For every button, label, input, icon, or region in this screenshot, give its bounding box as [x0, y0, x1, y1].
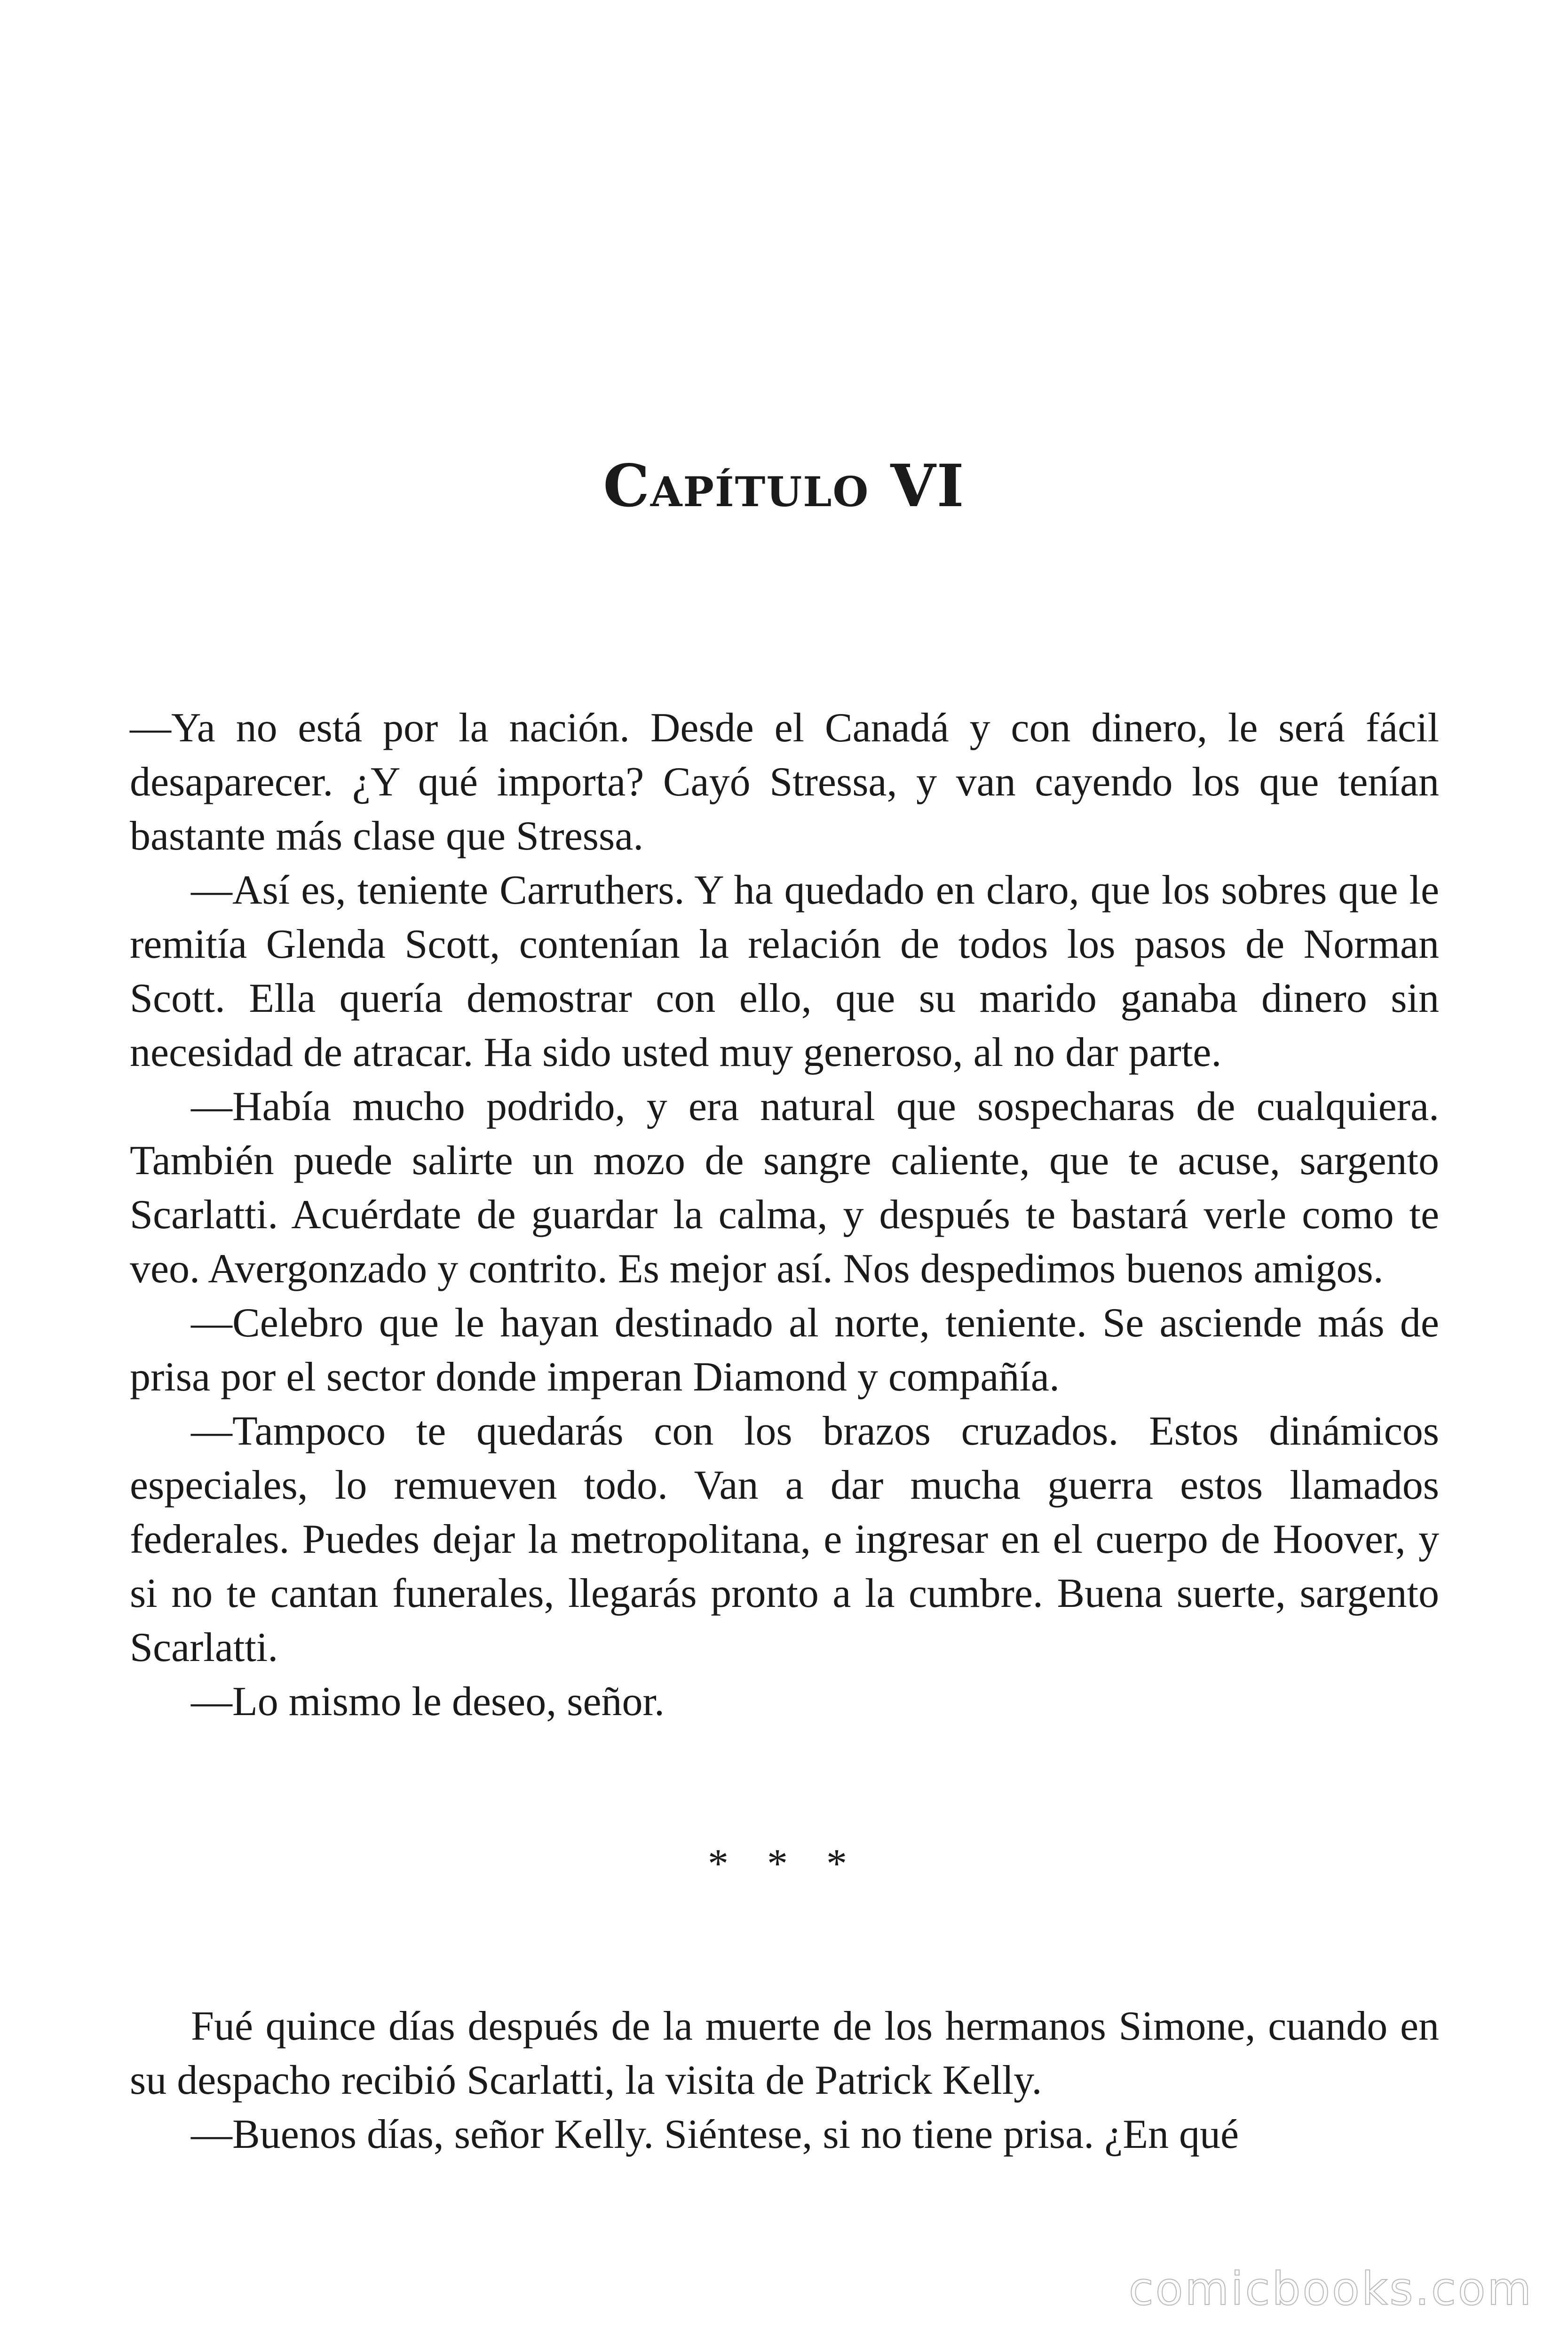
paragraph: —Así es, teniente Carruthers. Y ha quedado en claro, que los sobres que le remitía Glenda Scott, contenían la relación de todos los pasos de Norman Scott. Ella quería demostrar con ello, que su marido ganaba dinero sin necesidad de atracar. Ha sido usted muy generoso, al no dar parte.	[130, 867, 1439, 1075]
paragraph: —Celebro que le hayan destinado al norte, teniente. Se asciende más de prisa por el sector donde imperan Diamond y compañía.	[130, 1300, 1439, 1400]
paragraph: —Tampoco te quedarás con los brazos cruzados. Estos dinámicos especiales, lo remueven todo. Van a dar mucha guerra estos llamados federales. Puedes dejar la metropolitana, e ingresar en el cuerpo de Hoover, y si no te cantan funerales, llegarás pronto a la cumbre. Buena suerte, sargento Scarlatti.	[130, 1408, 1439, 1670]
body-text	[130, 701, 1439, 2161]
paragraph: —Buenos días, señor Kelly. Siéntese, si no tiene prisa. ¿En qué	[191, 2112, 1239, 2157]
paragraph: —Ya no está por la nación. Desde el Canadá y con dinero, le será fácil desaparecer. ¿Y qué importa? Cayó Stressa, y van cayendo los que tenían bastante más clase que Stressa.	[130, 705, 1439, 859]
paragraph: —Lo mismo le deseo, señor.	[191, 1679, 665, 1724]
paragraph: Fué quince días después de la muerte de los hermanos Simone, cuando en su despacho recibió Scarlatti, la visita de Patrick Kelly.	[130, 2003, 1439, 2103]
chapter-title: Capítulo VI	[603, 452, 965, 520]
watermark: comicbooks.com	[1128, 2263, 1533, 2315]
section-separator: * * *	[708, 1841, 861, 1887]
paragraph: —Había mucho podrido, y era natural que sospecharas de cualquiera. También puede salirte un mozo de sangre caliente, que te acuse, sargento Scarlatti. Acuérdate de guardar la calma, y después te bastará verle como te veo. Avergonzado y contrito. Es mejor así. Nos despedimos buenos amigos.	[130, 1084, 1439, 1292]
